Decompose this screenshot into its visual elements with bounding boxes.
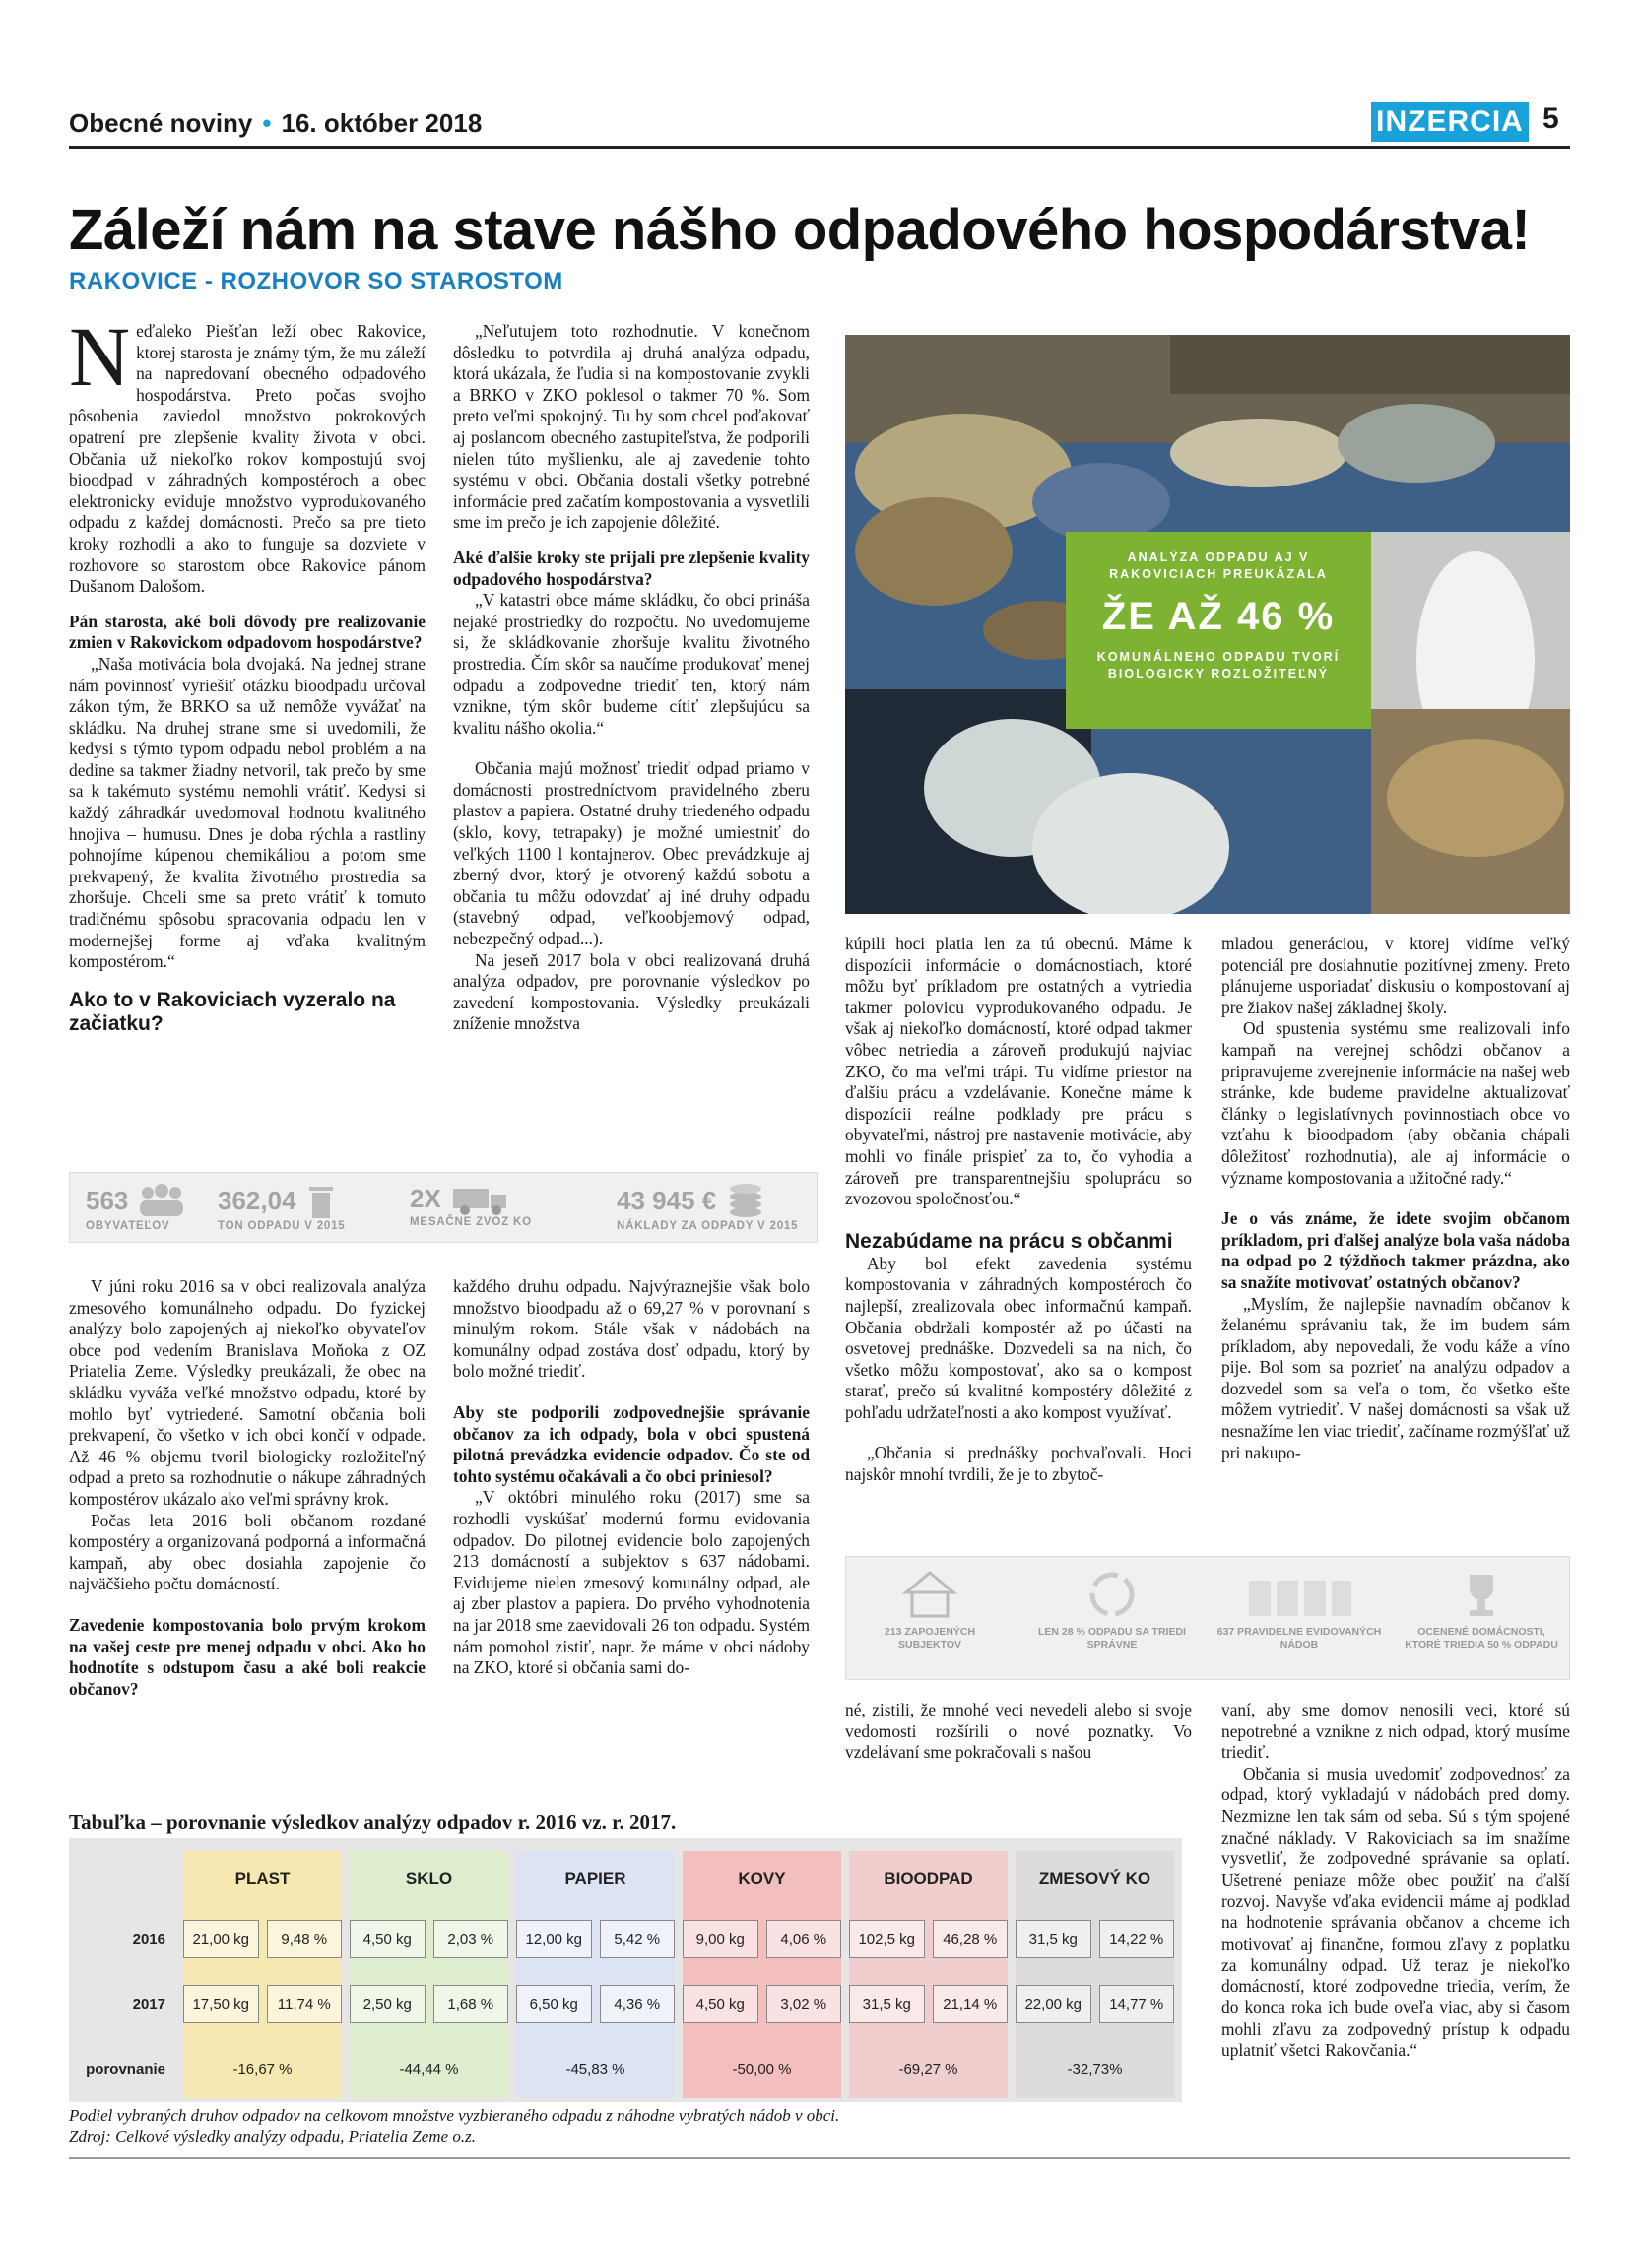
people-icon bbox=[138, 1181, 185, 1220]
results-table bbox=[69, 1838, 1182, 2102]
column-1 bbox=[69, 309, 426, 1036]
table-column-header: KOVY bbox=[738, 1869, 786, 1888]
table-comparison-cell: -16,67 % bbox=[232, 2060, 293, 2078]
recycle-icon bbox=[1084, 1567, 1140, 1622]
table-cell: 14,22 % bbox=[1099, 1920, 1175, 1958]
overlay-text: KOMUNÁLNEHO ODPADU TVORÍ BIOLOGICKY ROZLOŽITEĽNÝ bbox=[1096, 650, 1341, 680]
table-cell: 31,5 kg bbox=[1016, 1920, 1091, 1958]
table-cell: 1,68 % bbox=[433, 1985, 509, 2023]
bins-icon bbox=[1245, 1567, 1353, 1622]
section-badge: INZERCIA bbox=[1371, 102, 1529, 142]
truck-icon bbox=[451, 1181, 510, 1216]
question: Pán starosta, aké boli dôvody pre realizovanie zmien v Rakovickom odpadovom hospodárstve? bbox=[69, 611, 426, 653]
table-cell: 102,5 kg bbox=[849, 1920, 925, 1958]
header-divider bbox=[69, 146, 1570, 149]
masthead bbox=[69, 108, 482, 139]
column-3 bbox=[845, 934, 1192, 1486]
table-cell: 5,42 % bbox=[600, 1920, 676, 1958]
answer-paragraph: „Myslím, že najlepšie navnadím občanov k želanému správaniu tak, že im budem sám príkladom, aby nepovedali, že vodu káže a víno pije. Bol som sa pozrieť na analýzu odpadov a dozvedel som sa veľa o tom, čo všetko ešte môžem vytriediť. V našej domácnosti sa však už nesnažíme len viac triediť, začíname rozmýšľať už pri nakupo- bbox=[1221, 1293, 1570, 1462]
table-row-label: porovnanie bbox=[86, 2060, 165, 2078]
table-column-header: ZMESOVÝ KO bbox=[1038, 1869, 1151, 1888]
stat-sorting: LEN 28 % ODPADU SA TRIEDI SPRÁVNE bbox=[1033, 1567, 1191, 1652]
lower-column-1 bbox=[69, 1276, 426, 1700]
table-comparison-cell: -44,44 % bbox=[399, 2060, 459, 2078]
overlay-text: ANALÝZA ODPADU AJ V RAKOVICIACH PREUKÁZALA bbox=[1109, 551, 1328, 581]
table-cell: 4,36 % bbox=[600, 1985, 676, 2023]
lower-column-2 bbox=[453, 1276, 810, 1679]
section-heading: Ako to v Rakoviciach vyzeralo na začiatku? bbox=[69, 988, 396, 1035]
table-cell: 12,00 kg bbox=[516, 1920, 592, 1958]
stats-bar-mid bbox=[845, 1556, 1570, 1680]
table-cell: 21,14 % bbox=[933, 1985, 1009, 2023]
article-headline: Záleží nám na stave nášho odpadového hospodárstva! bbox=[69, 198, 1531, 262]
question: Zavedenie kompostovania bolo prvým krokom na vašej ceste pre menej odpadu v obci. Ako ho hodnotíte s odstupom času a aké boli reakcie občanov? bbox=[69, 1614, 426, 1699]
table-row-label: 2017 bbox=[132, 1995, 165, 2013]
drop-cap: N bbox=[69, 309, 131, 404]
footer-divider bbox=[69, 2157, 1570, 2159]
table-comparison-cell: -45,83 % bbox=[565, 2060, 625, 2078]
lower-column-4 bbox=[1221, 1700, 1570, 2061]
answer-paragraph: „V katastri obce máme skládku, čo obci prináša nejaké prostriedky do rozpočtu. No uvedomujeme si, že skládkovanie zhoršuje kvalitu životného prostredia. Čím skôr sa naučíme produkovať menej odpadu a zodpovedne triediť ten, ktorý nám vznikne, tým skôr budeme cítiť zlepšujúcu sa kvalitu nášho okolia.“ bbox=[453, 590, 810, 738]
intro-paragraph bbox=[69, 309, 426, 598]
table-comparison-cell: -50,00 % bbox=[732, 2060, 792, 2078]
paragraph: Od spustenia systému sme realizovali info kampaň na verejnej schôdzi občanov a pripravujeme zverejnenie informácie na našej web stránke, kde budeme pravidelne aktualizovať články o legislatívnych povinnostiach obce vo vzťahu k bioodpadom (aby občania chápali dôležitosť rozhodnutia), ale aj informácie o význame kompostovania a užitočné rady.“ bbox=[1221, 1018, 1570, 1188]
stat-subjects: 213 ZAPOJENÝCH SUBJEKTOV bbox=[856, 1567, 1004, 1652]
paragraph: V júni roku 2016 sa v obci realizovala analýza zmesového komunálneho odpadu. Do fyzickej analýzy bolo zapojených aj niekoľko obyvateľov obce pod vedením Branislava Moňoka z OZ Priatelia Zeme. Výsledky preukázali, že obec na skládku vyváža veľké množstvo odpadu, ktoré by mohlo byť vytriedené. Samotní občania boli prekvapení, čo všetko v ich obci končí v odpade. Až 46 % objemu tvoril biologicky rozložiteľný odpad a preto sa rozhodnutie o nákupe záhradných kompostérov ukázalo ako veľmi správny krok. bbox=[69, 1276, 426, 1509]
column-2 bbox=[453, 321, 810, 1035]
article-subheadline: RAKOVICE - ROZHOVOR SO STAROSTOM bbox=[69, 268, 563, 294]
stat-collection: 2X MESAČNE ZVOZ KO bbox=[410, 1181, 532, 1228]
section-heading: Nezabúdame na prácu s občanmi bbox=[845, 1229, 1173, 1253]
overlay-highlight: ŽE AŽ 46 % bbox=[1101, 595, 1336, 638]
question: Aby ste podporili zodpovednejšie správanie občanov za ich odpady, bola v obci spustená pilotná prevádzka evidencie odpadov. Čo ste od tohto systému očakávali a čo obci priniesol? bbox=[453, 1401, 810, 1486]
stat-households: OCENENÉ DOMÁCNOSTI, KTORÉ TRIEDIA 50 % ODPADU bbox=[1403, 1567, 1560, 1652]
table-cell: 4,50 kg bbox=[683, 1985, 758, 2023]
table-column-header: BIOODPAD bbox=[884, 1869, 973, 1888]
paragraph: „Občania si prednášky pochvaľovali. Hoci najskôr mnohí tvrdili, že je to zbytoč- bbox=[845, 1443, 1192, 1485]
table-column-header: SKLO bbox=[405, 1869, 453, 1888]
table-cell: 21,00 kg bbox=[183, 1920, 259, 1958]
paragraph: kúpili hoci platia len za tú obecnú. Máme k dispozícii informácie o domácnostiach, ktoré môžu byť príkladom pre ostatných a vytriedia takmer polovicu vyprodukovaného odpadu. Je však aj niekoľko domácností, ktoré odpad takmer vôbec netriedia a zároveň produkujú najviac ZKO, čo ma veľmi trápi. Tu vidíme priestor na ďalšiu prácu a vzdelávanie. Konečne máme k dispozícii reálne podklady pre prácu s obyvateľmi, nástroj pre nastavenie motivácie, aby mohli vo finále prispieť za to, čo vyhodia a zároveň pre transparentnejšiu spoluprácu so zvozovou spoločnosťou.“ bbox=[845, 934, 1192, 1209]
column-4 bbox=[1221, 934, 1570, 1463]
publication-name: Obecné noviny bbox=[69, 108, 253, 138]
paragraph: vaní, aby sme domov nenosili veci, ktoré sú nepotrebné a vznikne z nich odpad, ktorý musíme triediť. bbox=[1221, 1700, 1570, 1763]
paragraph: Na jeseň 2017 bola v obci realizovaná druhá analýza odpadov, pre porovnanie výsledkov po zavedení kompostovania. Výsledky preukázali zníženie množstva bbox=[453, 949, 810, 1034]
table-cell: 31,5 kg bbox=[849, 1985, 925, 2023]
stats-bar-top bbox=[69, 1172, 818, 1243]
table-title: Tabuľka – porovnanie výsledkov analýzy odpadov r. 2016 vz. r. 2017. bbox=[69, 1810, 677, 1834]
table-cell: 9,00 kg bbox=[683, 1920, 758, 1958]
paragraph: Občania si musia uvedomiť zodpovednosť za odpad, ktorý vykladajú v nádobách pred domy. Nezmizne len tak sám od seba. Sú s tým spojené značné náklady. V Rakoviciach sa im snažíme vysvetliť, že zodpovedné správanie sa oplatí. Ušetrené peniaze môže obec použiť na ďalší rozvoj. Navyše vďaka evidencii máme aj podklad na hodnotenie správania občanov a chceme ich motivovať aj finančne, formou zľavy z poplatku za komunálny odpad. Už teraz je niekoľko domácností, ktoré zodpovedne triedia, verím, že do konca roka ich bude oveľa viac, aby si časom mohli zľavu za zodpovedný prístup k odpadu uplatniť všetci Rakovčania.“ bbox=[1221, 1763, 1570, 2060]
table-column-header: PLAST bbox=[234, 1869, 291, 1888]
table-comparison-cell: -32,73% bbox=[1067, 2060, 1123, 2078]
lower-column-3 bbox=[845, 1700, 1192, 1764]
house-icon bbox=[902, 1567, 957, 1622]
table-cell: 4,06 % bbox=[766, 1920, 842, 1958]
paragraph: Počas leta 2016 boli občanom rozdané kompostéry a organizovaná podporná a informačná kampaň, aby obec dosiahla zapojenie čo najväčšieho počtu domácností. bbox=[69, 1510, 426, 1594]
table-cell: 17,50 kg bbox=[183, 1985, 259, 2023]
question: Je o vás známe, že idete svojim občanom príkladom, pri ďalšej analýze bola vaša nádoba na odpad po 2 týždňoch takmer prázdna, ako sa snažíte motivovať ostatných občanov? bbox=[1221, 1208, 1570, 1292]
question: Aké ďalšie kroky ste prijali pre zlepšenie kvality odpadového hospodárstva? bbox=[453, 547, 810, 589]
coins-icon bbox=[726, 1181, 765, 1220]
answer-paragraph: „Naša motivácia bola dvojaká. Na jednej strane nám povinnosť vyriešiť otázku bioodpadu určoval zákon tým, že BRKO sa už nemôže vyvážať na skládku. Na druhej strane sme si uvedomili, že kedysi s týmto typom odpadu nebol problém a na dedine sa takmer žiadny netvoril, tak prečo by sme sa k takémuto systému nemohli vrátiť. Kedysi si každý záhradkár uvedomoval hodnotu kvalitného hnojiva – humusu. Dnes je doba rýchla a rastliny pohnojíme kúpenou chemikáliou a potom sme prekvapený, že kvalita životného prostredia sa zhoršuje. Chceli sme sa preto vrátiť k tomuto tradičnému spôsobu spracovania odpadu len v modernejšej forme aj vďaka kvalitným kompostérom.“ bbox=[69, 653, 426, 972]
stat-costs: 43 945 € NÁKLADY ZA ODPADY V 2015 bbox=[617, 1181, 798, 1232]
table-column-header: PAPIER bbox=[564, 1869, 626, 1888]
table-cell: 3,02 % bbox=[766, 1985, 842, 2023]
table-cell: 9,48 % bbox=[267, 1920, 343, 1958]
paragraph: Aby bol efekt zavedenia systému kompostovania v záhradných kompostéroch čo najlepší, zrealizovala obec informačnú kampaň. Občania obdržali kompostér až po účasti na osvetovej prednáške. Dozvedeli sa na nich, čo všetko môžu kompostovať, ako sa o kompost starať, prečo sú kvalitné kompostéry dôležité z pohľadu udržateľnosti a ako kompost využívať. bbox=[845, 1253, 1192, 1422]
paragraph: né, zistili, že mnohé veci nevedeli alebo si svoje vedomosti rozšírili o nové poznatky. Vo vzdelávaní sme pokračovali s našou bbox=[845, 1700, 1192, 1763]
answer-paragraph: „V októbri minulého roku (2017) sme sa rozhodli vyskúšať modernú formu evidovania odpadov. Do pilotnej evidencie bolo zapojených 213 domácností a subjektov s 637 nádobami. Evidujeme nielen zmesový komunálny odpad, ale aj zber plastov a papiera. Do prvého vyhodnotenia na jar 2018 sme zaevidovali 26 ton odpadu. Systém nám pomohol zistiť, napr. že máme v obci nádoby na ZKO, ktoré si občania sami do- bbox=[453, 1487, 810, 1678]
table-cell: 2,50 kg bbox=[350, 1985, 426, 2023]
paragraph: mladou generáciou, v ktorej vidíme veľký potenciál pre dosiahnutie pozitívnej zmeny. Preto plánujeme usporiadať diskusiu o kompostovaní aj pre žiakov našej základnej školy. bbox=[1221, 934, 1570, 1017]
table-comparison-cell: -69,27 % bbox=[898, 2060, 958, 2078]
table-cell: 14,77 % bbox=[1099, 1985, 1175, 2023]
table-cell: 4,50 kg bbox=[350, 1920, 426, 1958]
separator-dot: • bbox=[262, 108, 272, 138]
stat-waste-tons: 362,04 TON ODPADU V 2015 bbox=[218, 1181, 346, 1232]
stat-population: 563 OBYVATEĽOV bbox=[86, 1181, 185, 1232]
caption-line: Podiel vybraných druhov odpadov na celkovom množstve vyzbieraného odpadu z náhodne vybratých nádob v obci. bbox=[69, 2106, 840, 2125]
paragraph: každého druhu odpadu. Najvýraznejšie však bolo množstvo bioodpadu až o 69,27 % v porovnaní s minulým rokom. Stále však v nádobách na komunálny odpad zostáva dosť odpadu, ktorý by bolo možné triediť. bbox=[453, 1276, 810, 1382]
caption-source: Zdroj: Celkové výsledky analýzy odpadu, Priatelia Zeme o.z. bbox=[69, 2127, 476, 2146]
table-cell: 2,03 % bbox=[433, 1920, 509, 1958]
paragraph: „Neľutujem toto rozhodnutie. V konečnom dôsledku to potvrdila aj druhá analýza odpadu, ktorá ukázala, že ľudia si na kompostovanie zvykli a BRKO v ZKO poklesol o takmer 70 %. Som preto veľmi spokojný. Tu by som chcel poďakovať aj poslancom obecného zastupiteľstva, že podporili nielen túto myšlienku, ale aj zavedenie tohto systému v obci. Občania dostali všetky potrebné informácie pred začatím kompostovania a vysvetlili sme im prečo je ich zapojenie dôležité. bbox=[453, 321, 810, 533]
photo-overlay-box bbox=[1066, 532, 1371, 729]
table-row-label: 2016 bbox=[132, 1930, 165, 1948]
intro-text: eďaleko Piešťan leží obec Rakovice, ktorej starosta je známy tým, že mu záleží na napredovaní obecného odpadového hospodárstva. Preto počas svojho pôsobenia zaviedol množstvo pokrokových opatrení pre zlepšenie kvality života v obci. Občania už niekoľko rokov kompostujú svoj bioodpad v záhradných kompostéroch a obec elektronicky eviduje množstvo vyprodukovaného odpadu z každej domácnosti. Prečo sa pre tieto kroky rozhodli a ako to funguje sa dozviete v rozhovore so starostom obce Rakovice pánom Dušanom Dalošom. bbox=[69, 321, 426, 597]
table-cell: 6,50 kg bbox=[516, 1985, 592, 2023]
table-cell: 22,00 kg bbox=[1016, 1985, 1091, 2023]
stat-bins: 637 PRAVIDELNE EVIDOVANÝCH NÁDOB bbox=[1215, 1567, 1383, 1652]
trophy-icon bbox=[1454, 1567, 1509, 1622]
table-cell: 46,28 % bbox=[933, 1920, 1009, 1958]
page-number: 5 bbox=[1542, 102, 1559, 135]
paragraph: Občania majú možnosť triediť odpad priamo v domácnosti prostredníctvom pravidelného zberu plastov a papiera. Ostatné druhy triedeného odpadu (sklo, kovy, tetrapaky) je možné umiestniť do veľkých 1100 l kontajnerov. Obec prevádzkuje aj zberný dvor, ktorý je otvorený každú sobotu a občania tu môžu odovzdať aj iné druhy odpadu (stavebný odpad, veľkoobjemový odpad, nebezpečný odpad...). bbox=[453, 758, 810, 949]
table-caption bbox=[69, 2106, 1182, 2147]
table-cell: 11,74 % bbox=[267, 1985, 343, 2023]
trash-bin-icon bbox=[306, 1181, 336, 1220]
issue-date: 16. október 2018 bbox=[281, 108, 483, 138]
